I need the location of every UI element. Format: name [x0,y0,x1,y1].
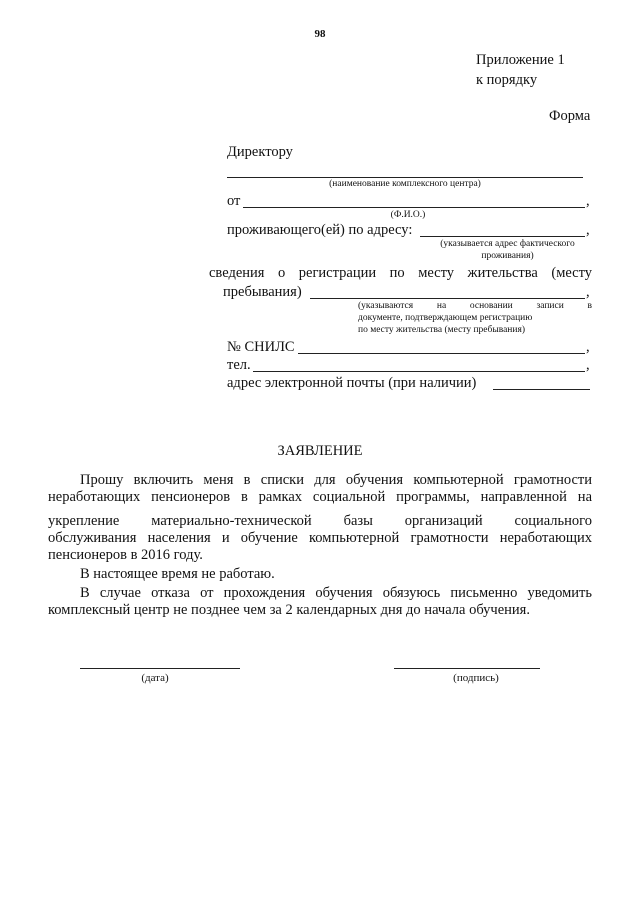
from-label: от [227,193,241,209]
body-p1-line-5: пенсионеров в 2016 году. [48,547,203,563]
signature-caption: (подпись) [453,672,499,684]
registration-caption-1: (указываются на основании записи в [358,301,592,311]
email-line[interactable] [493,389,590,390]
body-p2: В настоящее время не работаю. [80,566,275,582]
phone-line[interactable] [253,371,585,372]
phone-label: тел. [227,357,251,373]
page-number: 98 [314,28,326,40]
appendix-line-2: к порядку [476,72,538,88]
address-caption-1: (указывается адрес фактического [440,239,575,249]
address-comma: , [586,222,590,238]
residing-label: проживающего(ей) по адресу: [227,222,413,238]
appendix-line-1: Приложение 1 [476,52,565,68]
fio-line[interactable] [243,207,585,208]
snils-comma: , [586,339,590,355]
body-p1-line-3: укрепление материально-технической базы организаций социального [48,513,592,529]
registration-label-1: сведения о регистрации по месту жительства (месту [209,265,592,281]
address-caption-2: проживания) [481,251,534,261]
registration-caption-3: по месту жительства (месту пребывания) [358,325,525,335]
snils-line[interactable] [298,353,585,354]
registration-comma: , [586,284,590,300]
registration-caption-2: документе, подтверждающем регистрацию [358,313,533,323]
to-director: Директору [227,144,293,160]
email-label: адрес электронной почты (при наличии) [227,375,477,391]
registration-label-2: пребывания) [223,284,302,300]
form-label: Форма [549,108,591,124]
snils-label: № СНИЛС [227,339,295,355]
body-p3-line-1: В случае отказа от прохождения обучения обязуюсь письменно уведомить [80,585,592,601]
body-p1-line-2: неработающих пенсионеров в рамках социальной программы, направленной на [48,489,592,505]
body-p3-line-2: комплексный центр не позднее чем за 2 календарных дня до начала обучения. [48,602,530,618]
body-p1-line-1: Прошу включить меня в списки для обучения компьютерной грамотности [80,472,592,488]
body-p1-line-4: обслуживания населения и обучение компьютерной грамотности неработающих [48,530,592,546]
date-caption: (дата) [141,672,169,684]
signature-line[interactable] [394,668,540,669]
fio-comma: , [586,193,590,209]
fio-caption: (Ф.И.О.) [390,210,426,220]
center-name-line[interactable] [227,177,583,178]
phone-comma: , [586,357,590,373]
document-title: ЗАЯВЛЕНИЕ [277,443,363,459]
date-line[interactable] [80,668,240,669]
address-line[interactable] [420,236,585,237]
center-caption: (наименование комплексного центра) [329,179,481,189]
registration-line[interactable] [310,298,585,299]
